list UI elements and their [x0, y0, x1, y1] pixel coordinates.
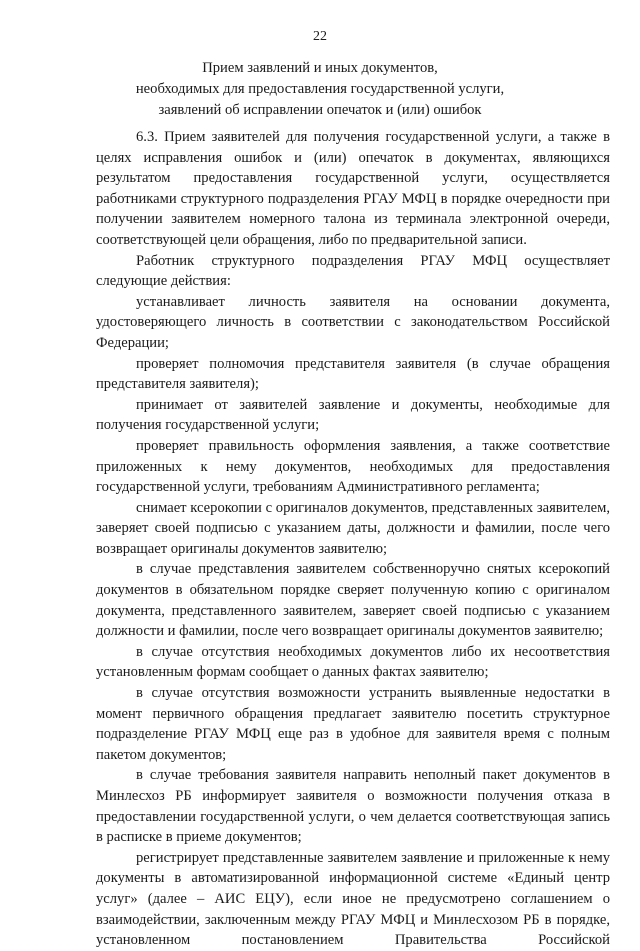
heading-line-2: необходимых для предоставления государственной услуги,	[135, 81, 505, 97]
page-number: 22	[313, 29, 327, 44]
paragraph-registers: регистрирует представленные заявителем заявление и приложенные к нему документы в автоматизированной информационной системе «Единый центр услуг» (далее – АИС ЕЦУ), если иное не предусмотрено соглашением о взаимодействии, заключенным между РГАУ МФЦ и Минлесхозом РБ в порядке, установленном постановлением Правительства Российской	[96, 849, 610, 949]
paragraph-6-3: 6.3. Прием заявителей для получения государственной услуги, а также в целях исправления ошибок и (или) опечаток в документах, являющихся результатом предоставления государственной услуги, осуществляется работниками структурного подразделения РГАУ МФЦ в порядке очередности при получении заявителем номерного талона из терминала электронной очереди, соответствующей цели обращения, либо по предварительной записи.	[96, 129, 610, 248]
body-text	[96, 127, 610, 951]
paragraph-incomplete: в случае требования заявителя направить неполный пакет документов в Минлесхоз РБ информирует заявителя о возможности получения отказа в предоставлении государственной услуги, о чем делается соответствующая запись в расписке в приеме документов;	[96, 767, 610, 846]
paragraph-missing-docs: в случае отсутствия необходимых документов либо их несоответствия установленным формам сообщает о данных фактах заявителю;	[96, 643, 610, 681]
paragraph-own-copies: в случае представления заявителем собственноручно снятых ксерокопий документов в обязательном порядке сверяет полученную копию с оригиналом документа, представленного заявителем, заверяет своей подписью с указанием должности и фамилии, после чего возвращает оригиналы документов заявителю;	[96, 561, 610, 640]
paragraph-checks: проверяет правильность оформления заявления, а также соответствие приложенных к нему документов, необходимых для предоставления государственной услуги, требованиям Административного регламента;	[96, 437, 610, 496]
heading-line-1: Прием заявлений и иных документов,	[202, 60, 438, 76]
section-heading	[0, 58, 640, 121]
paragraph-accepts: принимает от заявителей заявление и документы, необходимые для получения государственной услуги;	[96, 396, 610, 434]
heading-line-3: заявлений об исправлении опечаток и (или) ошибок	[158, 102, 482, 118]
paragraph-copies: снимает ксерокопии с оригиналов документов, представленных заявителем, заверяет своей подписью с указанием даты, должности и фамилии, после чего возвращает оригиналы документов заявителю;	[96, 499, 610, 557]
paragraph-authority: проверяет полномочия представителя заявителя (в случае обращения представителя заявителя);	[96, 355, 610, 393]
paragraph-defects: в случае отсутствия возможности устранить выявленные недостатки в момент первичного обращения предлагает заявителю посетить структурное подразделение РГАУ МФЦ еще раз в удобное для заявителя время с полным пакетом документов;	[96, 685, 610, 763]
paragraph-worker-actions: Работник структурного подразделения РГАУ МФЦ осуществляет следующие действия:	[96, 252, 610, 290]
paragraph-identity: устанавливает личность заявителя на основании документа, удостоверяющего личность в соответствии с законодательством Российской Федерации;	[96, 293, 610, 351]
